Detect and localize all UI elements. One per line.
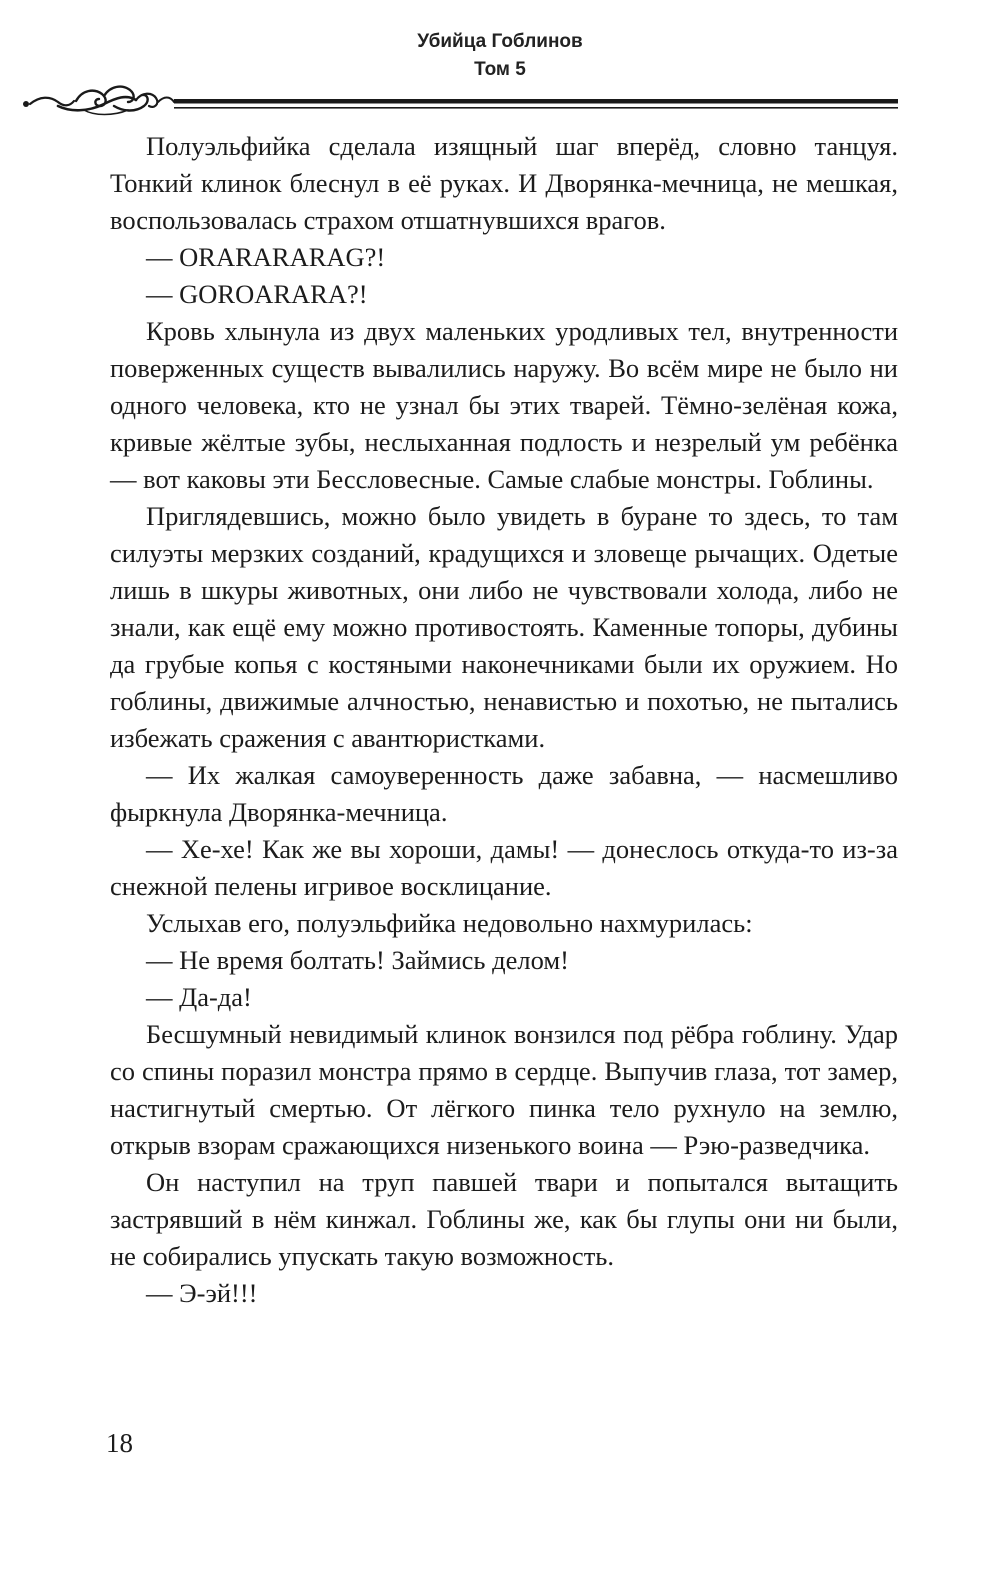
chapter-body [110, 128, 898, 1312]
dialogue-line: — Э-эй!!! [146, 1278, 258, 1308]
rule-thick [174, 99, 898, 104]
dialogue-line: — Не время болтать! Займись делом! [146, 945, 569, 975]
rule-thin [174, 107, 898, 109]
dialogue-line: — GOROARARA?! [146, 279, 368, 309]
paragraph: Полуэльфийка сделала изящный шаг вперёд, словно танцуя. Тонкий клинок блеснул в её руках. И Дворянка-мечница, не мешкая, воспользовалась страхом отшатнувшихся врагов. [110, 131, 898, 235]
ornament-rule [18, 82, 898, 122]
paragraph: Он наступил на труп павшей твари и попытался вытащить застрявший в нём кинжал. Гоблины же, как бы глупы они ни были, не собирались упускать такую возможность. [110, 1167, 898, 1271]
book-title: Убийца Гоблинов [417, 31, 583, 52]
paragraph: Приглядевшись, можно было увидеть в буране то здесь, то там силуэты мерзких созданий, крадущихся и зловеще рычащих. Одетые лишь в шкуры животных, они либо не чувствовали холода, либо не знали, как ещё ему можно противостоять. Каменные топоры, дубины да грубые копья с костяными наконечниками были их оружием. Но гоблины, движимые алчностью, ненавистью и похотью, не пытались избежать сражения с авантюристками. [110, 501, 898, 753]
paragraph: Услыхав его, полуэльфийка недовольно нахмурилась: [146, 908, 753, 938]
dialogue-line: — ORARARARAG?! [146, 242, 386, 272]
running-head [0, 28, 1000, 84]
paragraph: Кровь хлынула из двух маленьких уродливых тел, внутренности поверженных существ вывалились наружу. Во всём мире не было ни одного человека, кто не узнал бы этих тварей. Тёмно-зелёная кожа, кривые жёлтые зубы, неслыханная подлость и незрелый ум ребёнка — вот каковы эти Бессловесные. Самые слабые монстры. Гоблины. [110, 316, 898, 494]
dialogue-line: — Да-да! [146, 982, 252, 1012]
dialogue-line: — Их жалкая самоуверенность даже забавна, — насмешливо фыркнула Дворянка-мечница. [110, 760, 898, 827]
volume-label: Том 5 [474, 59, 526, 80]
dialogue-line: — Хе-хе! Как же вы хороши, дамы! — донеслось откуда-то из-за снежной пелены игривое восклицание. [110, 834, 898, 901]
scroll-flourish-icon [23, 87, 174, 115]
page-number: 18 [106, 1428, 133, 1458]
paragraph: Бесшумный невидимый клинок вонзился под рёбра гоблину. Удар со спины поразил монстра прямо в сердце. Выпучив глаза, тот замер, настигнутый смертью. От лёгкого пинка тело рухнуло на землю, открыв взорам сражающихся низенького воина — Рэю-разведчика. [110, 1019, 898, 1160]
